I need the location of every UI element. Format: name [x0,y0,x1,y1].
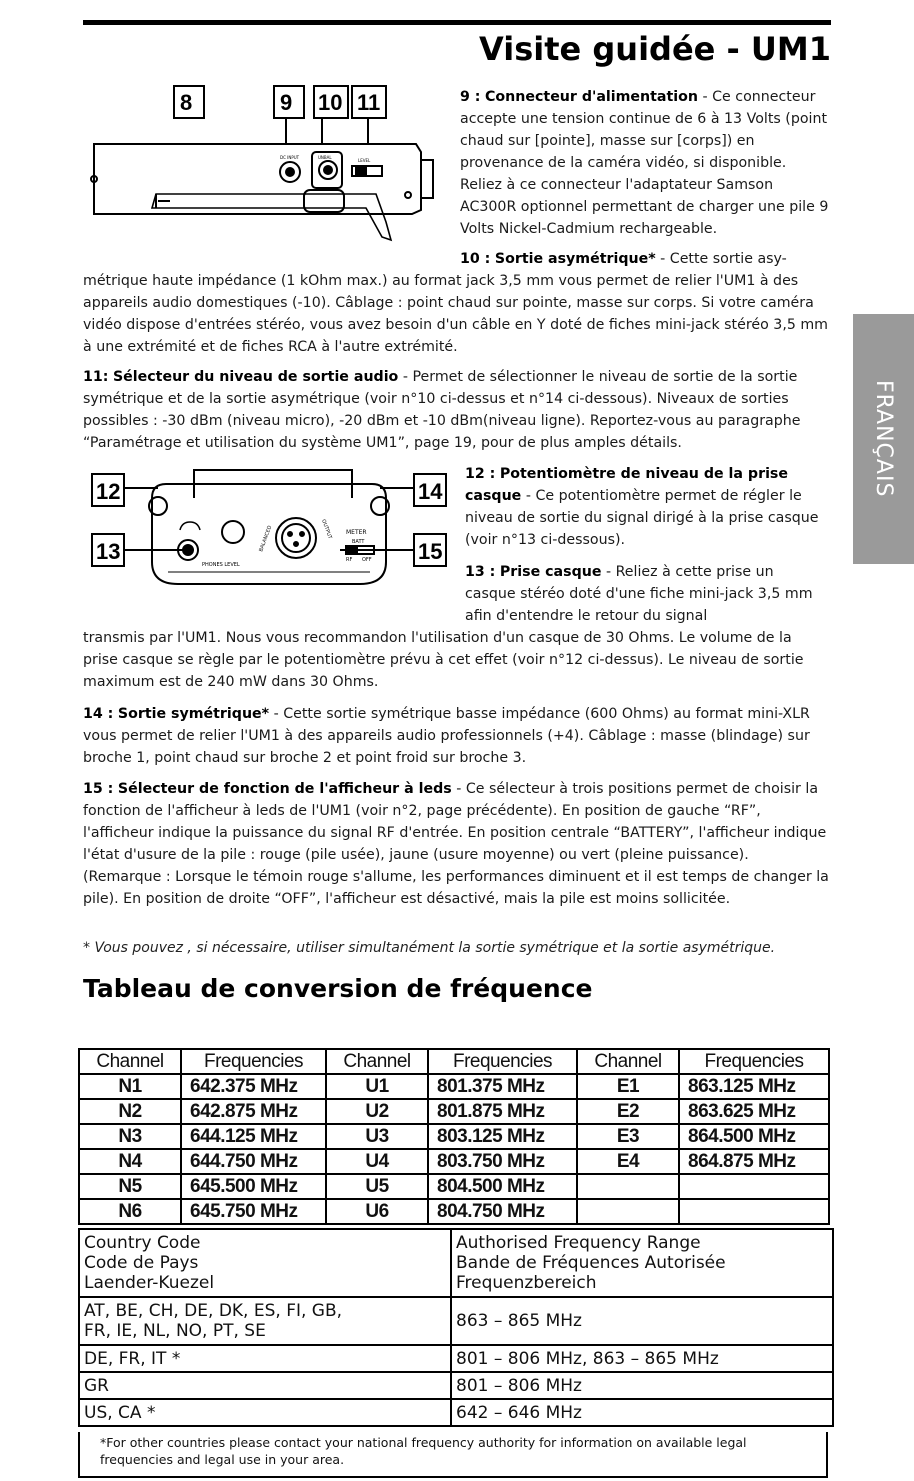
table-cell: E4 [577,1149,679,1174]
table-cell: N5 [79,1174,181,1199]
table-cell: U5 [326,1174,428,1199]
header-frequencies-3: Frequencies [679,1049,829,1074]
country-cell: US, CA * [79,1399,451,1426]
item-12 [465,463,825,551]
range-cell: 642 – 646 MHz [451,1399,833,1426]
range-header-line: Bande de Fréquences Autorisée [456,1253,726,1273]
country-code-table [78,1228,834,1427]
item-15-text: - Ce sélecteur à trois positions permet de choisir la fonction de l'afficheur à leds de l'UM1 (voir n°2, page précédente). En position de gauche “RF”, l'afficheur indique la puissance du signal RF d'entrée. En position centrale “BATTERY”, l'afficheur indique l'état d'usure de la pile : rouge (pile usée), jaune (usure moyenne) ou vert (pleine puissance). (Remarque : Lorsque le témoin rouge s'allume, les performances diminuent et il est temps de changer la pile). En position de droite “OFF”, l'afficheur est désactivé, mais la pile est moins sollicitée. [83,781,829,907]
table-cell: E1 [577,1074,679,1099]
header-channel-2: Channel [326,1049,428,1074]
rf-label: RF [346,557,353,563]
callout-10: 10 [318,90,343,115]
range-header-line: Authorised Frequency Range [456,1233,701,1253]
header-channel-3: Channel [577,1049,679,1074]
header-channel-1: Channel [79,1049,181,1074]
country-cell: DE, FR, IT * [79,1345,451,1372]
item-14-number: 14 : [83,706,114,722]
item-13-start [465,561,825,627]
item-11-text: - Permet de sélectionner le niveau de sortie de la sortie symétrique et de la sortie asymétrique (voir n°10 ci-dessus et n°14 ci-dessous). Niveaux de sorties possibles : -30 dBm (niveau micro), -20 dBm et -10 dBm(niveau ligne). Reportez-vous au paragraphe “Paramétrage et utilisation du système UM1”, page 19, pour de plus amples détails. [83,369,801,451]
table-cell: 642.375 MHz [181,1074,326,1099]
table-row [79,1297,833,1345]
footnote: * Vous pouvez , si nécessaire, utiliser simultanément la sortie symétrique et la sortie asymétrique. [83,940,776,956]
table-cell [577,1174,679,1199]
item-13-text-a: - Reliez à cette prise un casque stéréo doté d'une fiche mini-jack 3,5 mm afin d'entendre le retour du signal [465,564,813,624]
batt-label: BATT [352,539,365,545]
callout-14: 14 [418,479,443,504]
item-10-start [460,248,832,270]
transmitter-bottom-diagram [90,462,455,592]
callout-15: 15 [418,539,443,564]
item-9 [460,86,832,240]
header-frequencies-1: Frequencies [181,1049,326,1074]
item-14-text: - Cette sortie symétrique basse impédance (600 Ohms) au format mini-XLR vous permet de relier l'UM1 à des appareils audio professionnels (+4). Câblage : masse (blindage) sur broche 1, point chaud sur broche 2 et point froid sur broche 3. [83,706,810,766]
table-cell: U4 [326,1149,428,1174]
section-title: Tableau de conversion de fréquence [83,974,593,1003]
item-15-number: 15 : [83,781,114,797]
table-cell: N1 [79,1074,181,1099]
country-header-cell [79,1229,451,1297]
item-13-title: Prise casque [499,564,602,580]
output-label: OUTPUT [320,518,333,540]
callout-9: 9 [280,90,293,115]
table-row [79,1199,829,1224]
country-header-line: Code de Pays [84,1253,199,1273]
item-9-text: - Ce connecteur accepte une tension continue de 6 à 13 Volts (point chaud sur [pointe], masse sur [corps]) en provenance de la caméra vidéo, si disponible. Reliez à ce connecteur l'adaptateur Samson AC300R optionnel permettant de charger une pile 9 Volts Nickel-Cadmium rechargeable. [460,89,829,237]
language-tab-label: FRANÇAIS [871,380,896,498]
level-label: LEVEL [358,158,371,163]
callout-13: 13 [96,539,121,564]
item-14 [83,703,831,769]
item-9-title: Connecteur d'alimentation [485,89,699,105]
meter-label: METER [346,529,367,536]
range-cell: 863 – 865 MHz [451,1297,833,1345]
item-12-text: - Ce potentiomètre permet de régler le niveau de sortie du signal dirigé à la prise casque (voir n°13 ci-dessous). [465,488,819,548]
callout-11: 11 [357,90,381,115]
table-cell: 645.500 MHz [181,1174,326,1199]
table-row [79,1399,833,1426]
item-13-continued: transmis par l'UM1. Nous vous recommandon l'utilisation d'un casque de 30 Ohms. Le volume de la prise casque se règle par le potentiomètre prévu à cet effet (voir n°12 ci-dessus). Le niveau de sortie maximum est de 240 mW dans 30 Ohms. [83,630,804,690]
table-row [79,1149,829,1174]
table-row [79,1124,829,1149]
balanced-label: BALANCED [258,524,274,553]
item-12-number: 12 : [465,466,496,482]
table-cell: N4 [79,1149,181,1174]
item-12-title: Potentiomètre de niveau de la prise casque [465,466,789,504]
table-row [79,1099,829,1124]
table-cell: 644.750 MHz [181,1149,326,1174]
table-cell: 801.875 MHz [428,1099,577,1124]
off-label: OFF [362,557,372,563]
table-cell: 864.500 MHz [679,1124,829,1149]
table-cell: 644.125 MHz [181,1124,326,1149]
table-cell: 803.125 MHz [428,1124,577,1149]
table-cell: 863.625 MHz [679,1099,829,1124]
table-cell: N6 [79,1199,181,1224]
item-11-number: 11: [83,369,109,385]
table-row [79,1074,829,1099]
item-10-title: Sortie asymétrique* [494,251,656,267]
table-cell: U3 [326,1124,428,1149]
dc-input-label: DC INPUT [280,155,300,160]
country-header-line: Laender-Kuezel [84,1273,215,1293]
item-14-title: Sortie symétrique* [117,706,270,722]
table-cell: N2 [79,1099,181,1124]
callout-12: 12 [96,479,121,504]
item-11-title: Sélecteur du niveau de sortie audio [112,369,399,385]
table-cell [577,1199,679,1224]
item-15-title: Sélecteur de fonction de l'afficheur à leds [117,781,452,797]
table-cell [679,1174,829,1199]
range-header-line: Frequenzbereich [456,1273,597,1293]
country-line: FR, IE, NL, NO, PT, SE [84,1321,266,1341]
table-row [79,1174,829,1199]
item-10-text-a: - Cette sortie asy- [655,251,787,267]
country-line: AT, BE, CH, DE, DK, ES, FI, GB, [84,1301,343,1321]
frequency-table [78,1048,830,1225]
country-header-line: Country Code [84,1233,201,1253]
header-rule [83,20,831,25]
item-10-number: 10 : [460,251,491,267]
unbal-label: UNBAL [318,155,332,160]
phones-level-label: PHONES LEVEL [202,562,240,568]
range-cell: 801 – 806 MHz, 863 – 865 MHz [451,1345,833,1372]
range-header-cell [451,1229,833,1297]
page-title: Visite guidée - UM1 [479,30,831,68]
transmitter-side-diagram [86,82,446,247]
item-13-number: 13 : [465,564,496,580]
table-cell: E2 [577,1099,679,1124]
table-cell: U2 [326,1099,428,1124]
country-cell: GR [79,1372,451,1399]
item-9-number: 9 : [460,89,481,105]
range-cell: 801 – 806 MHz [451,1372,833,1399]
country-table-header [79,1229,833,1297]
table-cell: 864.875 MHz [679,1149,829,1174]
table-cell: 804.750 MHz [428,1199,577,1224]
callout-8: 8 [180,90,193,115]
country-table-note: *For other countries please contact your national frequency authority for information on available legal frequencies and legal use in your area. [78,1432,828,1478]
table-row [79,1372,833,1399]
frequency-table-header [79,1049,829,1074]
table-cell: 642.875 MHz [181,1099,326,1124]
country-cell [79,1297,451,1345]
table-cell: 801.375 MHz [428,1074,577,1099]
table-cell: U1 [326,1074,428,1099]
table-cell: 803.750 MHz [428,1149,577,1174]
table-cell: 645.750 MHz [181,1199,326,1224]
table-cell: 863.125 MHz [679,1074,829,1099]
table-cell: 804.500 MHz [428,1174,577,1199]
table-row [79,1345,833,1372]
table-cell [679,1199,829,1224]
table-cell: U6 [326,1199,428,1224]
table-cell: N3 [79,1124,181,1149]
header-frequencies-2: Frequencies [428,1049,577,1074]
item-11 [83,366,831,454]
table-cell: E3 [577,1124,679,1149]
item-10-continued: métrique haute impédance (1 kOhm max.) au format jack 3,5 mm vous permet de relier l'UM1 à des appareils audio domestiques (-10). Câblage : point chaud sur pointe, masse sur corps. Si votre caméra vidéo dispose d'entrées stéréo, vous avez besoin d'un câble en Y doté de fiches mini-jack stéréo 3,5 mm à une extrémité et de fiches RCA à l'autre extrémité. [83,273,829,355]
item-15 [83,778,831,910]
